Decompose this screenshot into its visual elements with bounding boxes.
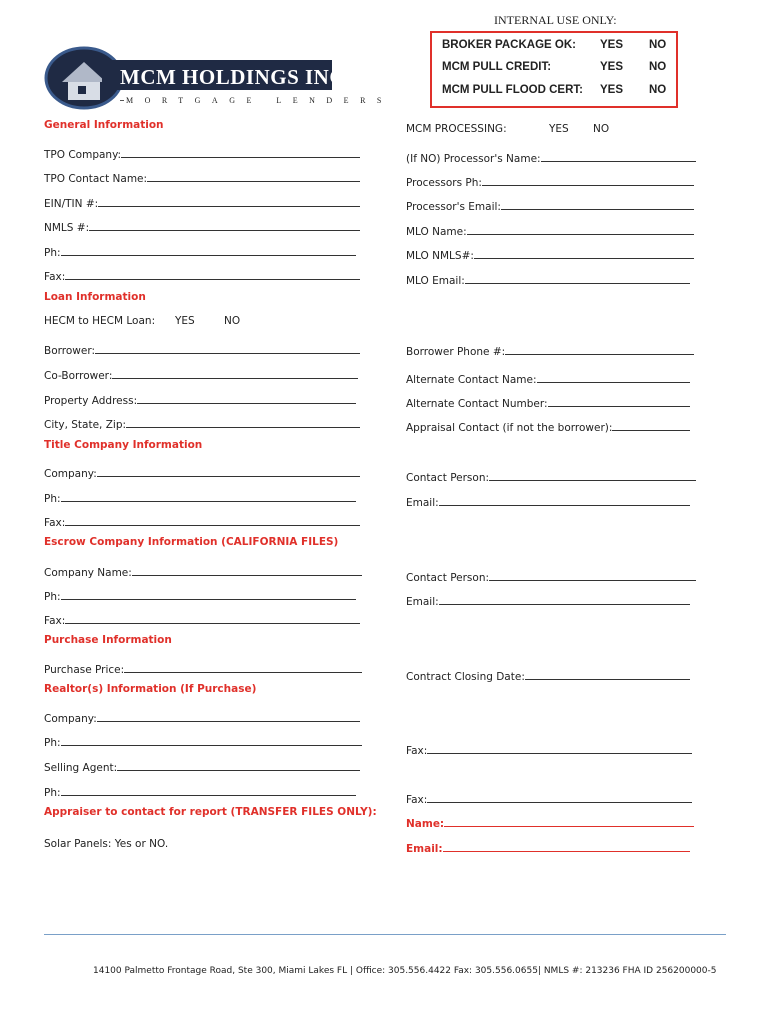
appraiser-email-field[interactable] <box>406 837 690 855</box>
selling-agent-field[interactable] <box>44 756 360 774</box>
field-label: Fax: <box>44 517 66 529</box>
field-label: Ph: <box>44 493 61 505</box>
pull-flood-yes[interactable]: YES <box>600 84 624 96</box>
pull-credit-label: MCM PULL CREDIT: <box>442 61 552 73</box>
escrow-ph-field[interactable] <box>44 585 356 603</box>
field-label: Company Name: <box>44 567 132 579</box>
field-label: Company: <box>44 713 97 725</box>
escrow-email-field[interactable] <box>406 590 690 608</box>
co-borrower-field[interactable] <box>44 364 358 382</box>
field-label: Fax: <box>44 271 66 283</box>
realtor-fax-field[interactable] <box>406 739 692 757</box>
footer-divider <box>44 934 726 935</box>
field-label: Contract Closing Date: <box>406 671 525 683</box>
mlo-email-field[interactable] <box>406 269 690 287</box>
field-label: Property Address: <box>44 395 138 407</box>
realtor-company-field[interactable] <box>44 707 360 725</box>
loan-info-heading: Loan Information <box>44 291 146 303</box>
tpo-company-field[interactable] <box>44 143 360 161</box>
escrow-company-field[interactable] <box>44 561 362 579</box>
internal-use-box <box>430 31 678 108</box>
title-company-field[interactable] <box>44 462 360 480</box>
field-label: Email: <box>406 497 439 509</box>
field-label: MLO NMLS#: <box>406 250 474 262</box>
processor-ph-field[interactable] <box>406 171 694 189</box>
field-label: Alternate Contact Name: <box>406 374 537 386</box>
logo-company-name: MCM HOLDINGS INC. <box>120 65 351 89</box>
field-label: Alternate Contact Number: <box>406 398 548 410</box>
selling-agent-ph-field[interactable] <box>44 781 356 799</box>
processor-email-field[interactable] <box>406 195 694 213</box>
appraisal-contact-field[interactable] <box>406 416 690 434</box>
company-logo <box>44 44 393 114</box>
field-label: Email: <box>406 596 439 608</box>
alt-contact-name-field[interactable] <box>406 368 690 386</box>
field-label: MLO Name: <box>406 226 467 238</box>
field-label: Ph: <box>44 787 61 799</box>
field-label: TPO Contact Name: <box>44 173 148 185</box>
field-label: Borrower: <box>44 345 95 357</box>
title-fax-field[interactable] <box>44 511 360 529</box>
hecm-yes[interactable]: YES <box>175 315 195 327</box>
field-label: Name: <box>406 818 445 830</box>
field-label: Email: <box>406 843 443 855</box>
general-fax-field[interactable] <box>44 265 360 283</box>
field-label: Ph: <box>44 591 61 603</box>
general-ph-field[interactable] <box>44 241 356 259</box>
logo-tagline: MORTGAGE LENDERS <box>126 96 393 105</box>
broker-package-label: BROKER PACKAGE OK: <box>442 39 576 51</box>
field-label: Borrower Phone #: <box>406 346 506 358</box>
field-label: (If NO) Processor's Name: <box>406 153 541 165</box>
field-label: TPO Company: <box>44 149 122 161</box>
realtor-ph-field[interactable] <box>44 731 362 749</box>
mlo-name-field[interactable] <box>406 220 694 238</box>
title-contact-person-field[interactable] <box>406 466 696 484</box>
field-label: Purchase Price: <box>44 664 125 676</box>
property-address-field[interactable] <box>44 389 356 407</box>
field-label: Fax: <box>406 794 428 806</box>
appraiser-name-field[interactable] <box>406 812 694 830</box>
escrow-contact-person-field[interactable] <box>406 566 696 584</box>
title-ph-field[interactable] <box>44 487 356 505</box>
internal-use-title: INTERNAL USE ONLY: <box>494 13 617 27</box>
pull-flood-no[interactable]: NO <box>649 84 667 96</box>
alt-contact-number-field[interactable] <box>406 392 690 410</box>
field-label: EIN/TIN #: <box>44 198 99 210</box>
field-label: Fax: <box>406 745 428 757</box>
tpo-contact-field[interactable] <box>44 167 360 185</box>
field-label: MLO Email: <box>406 275 465 287</box>
broker-package-no[interactable]: NO <box>649 39 667 51</box>
field-label: Company: <box>44 468 97 480</box>
pull-flood-label: MCM PULL FLOOD CERT: <box>442 84 583 96</box>
borrower-phone-field[interactable] <box>406 340 694 358</box>
field-label: Ph: <box>44 737 61 749</box>
selling-agent-fax-field[interactable] <box>406 788 692 806</box>
pull-credit-yes[interactable]: YES <box>600 61 624 73</box>
field-label: Contact Person: <box>406 472 490 484</box>
processor-name-field[interactable] <box>406 147 696 165</box>
field-label: Processors Ph: <box>406 177 482 189</box>
field-label: Appraisal Contact (if not the borrower): <box>406 422 613 434</box>
ein-tin-field[interactable] <box>44 192 360 210</box>
nmls-field[interactable] <box>44 216 360 234</box>
broker-package-yes[interactable]: YES <box>600 39 624 51</box>
hecm-no[interactable]: NO <box>224 315 241 327</box>
purchase-price-field[interactable] <box>44 658 362 676</box>
title-email-field[interactable] <box>406 491 690 509</box>
field-label: Fax: <box>44 615 66 627</box>
field-label: Processor's Email: <box>406 201 501 213</box>
field-label: Co-Borrower: <box>44 370 113 382</box>
footer-address: 14100 Palmetto Frontage Road, Ste 300, Miami Lakes FL | Office: 305.556.4422 Fax: 305.556.0655| NMLS #: 213236 FHA ID 256200000-5 <box>93 966 717 976</box>
contract-closing-date-field[interactable] <box>406 665 690 683</box>
purchase-info-heading: Purchase Information <box>44 634 172 646</box>
solar-panels-text: Solar Panels: Yes or NO. <box>44 838 169 850</box>
mcm-processing-yes[interactable]: YES <box>549 123 569 135</box>
realtor-info-heading: Realtor(s) Information (If Purchase) <box>44 683 257 695</box>
hecm-label: HECM to HECM Loan: <box>44 315 156 327</box>
pull-credit-no[interactable]: NO <box>649 61 667 73</box>
city-state-zip-field[interactable] <box>44 413 360 431</box>
escrow-company-heading: Escrow Company Information (CALIFORNIA FILES) <box>44 536 339 548</box>
escrow-fax-field[interactable] <box>44 609 360 627</box>
field-label: Selling Agent: <box>44 762 118 774</box>
title-company-heading: Title Company Information <box>44 439 203 451</box>
general-info-heading: General Information <box>44 119 164 131</box>
field-label: NMLS #: <box>44 222 90 234</box>
field-label: Contact Person: <box>406 572 490 584</box>
appraiser-heading: Appraiser to contact for report (TRANSFER FILES ONLY): <box>44 806 377 818</box>
borrower-field[interactable] <box>44 339 360 357</box>
mcm-processing-label: MCM PROCESSING: <box>406 123 507 135</box>
mcm-processing-no[interactable]: NO <box>593 123 610 135</box>
mlo-nmls-field[interactable] <box>406 244 694 262</box>
field-label: Ph: <box>44 247 61 259</box>
field-label: City, State, Zip: <box>44 419 127 431</box>
